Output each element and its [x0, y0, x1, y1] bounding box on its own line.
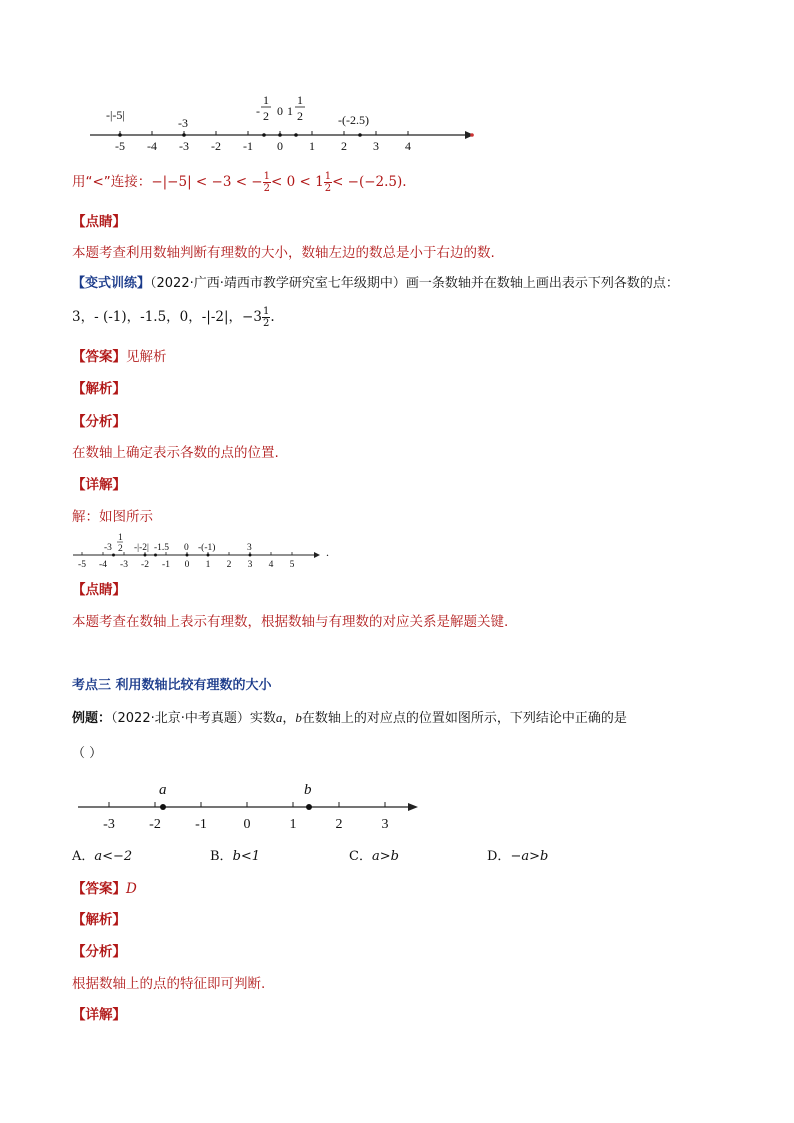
- tick-label: 5: [289, 560, 295, 570]
- tick-label: 3: [381, 817, 389, 832]
- tick-label: 1: [309, 139, 315, 153]
- point-b: [306, 804, 312, 810]
- tick-label: 4: [405, 139, 411, 153]
- tick-label: -4: [147, 139, 157, 153]
- number-line-2: [70, 530, 350, 575]
- tick-label: 3: [373, 139, 379, 153]
- point-label: 1: [263, 93, 269, 107]
- point-label: 2: [118, 544, 123, 554]
- answer-paren: （ ）: [72, 746, 103, 761]
- xiangjie-text-1: 解：如图所示: [72, 509, 153, 525]
- tick-label: -2: [211, 139, 221, 153]
- point-label: -: [256, 104, 260, 118]
- point-label: -(-2.5): [338, 113, 369, 127]
- comparison-line: 用“<”连接：−|−5| < −3 < − $\frac{1}{2}$ < 0 < 1 $\frac{1}{2}$ < −(−2.5).: [72, 171, 407, 194]
- tick-label: 0: [184, 560, 190, 570]
- tick-label: 1: [205, 560, 211, 570]
- tick-label: 1: [289, 817, 297, 832]
- tick-label: 2: [226, 560, 232, 570]
- fraction: $\frac{1}{2}$: [262, 306, 270, 329]
- period: .: [326, 545, 329, 559]
- point-label: 3: [247, 543, 252, 553]
- point-label: -|-5|: [106, 108, 125, 122]
- option-c[interactable]: C．a>b: [349, 849, 399, 864]
- point-label: 1: [287, 104, 293, 118]
- tick-label: 0: [243, 817, 251, 832]
- tick-label: -1: [243, 139, 253, 153]
- fenxi-text-1: 在数轴上确定表示各数的点的位置.: [72, 445, 279, 461]
- tick-label: -1: [195, 817, 207, 832]
- fenxi-tag-2: 【分析】: [72, 944, 126, 960]
- point-a: [160, 804, 166, 810]
- number-line-3: [70, 775, 430, 835]
- tick-label: -2: [149, 817, 161, 832]
- tick-label: -5: [78, 560, 86, 570]
- jiexi-tag-2: 【解析】: [72, 912, 126, 928]
- option-a[interactable]: A．a<−2: [72, 849, 133, 864]
- tick-label: -3: [120, 560, 128, 570]
- tick-label: -4: [99, 560, 107, 570]
- point-label-b: b: [304, 782, 312, 798]
- point-label: 2: [297, 109, 303, 123]
- point-label: -|-2|: [134, 543, 149, 553]
- tick-label: 4: [268, 560, 274, 570]
- tick-label: -2: [141, 560, 149, 570]
- point-label: -(-1): [198, 543, 216, 553]
- tick-label: 0: [277, 139, 283, 153]
- point-label: 1: [118, 533, 123, 543]
- dianjing-tag-2: 【点睛】: [72, 582, 126, 598]
- bianshi-numbers: 3，- (-1)，-1.5，0，-|-2|，−3 $\frac{1}{2}$ .: [72, 306, 275, 329]
- section-title: 考点三 利用数轴比较有理数的大小: [72, 678, 272, 693]
- xiangjie-tag-2: 【详解】: [72, 1007, 126, 1023]
- point-label: 0: [184, 543, 189, 553]
- tick-label: -5: [115, 139, 125, 153]
- tick-label: -1: [162, 560, 170, 570]
- fenxi-tag-1: 【分析】: [72, 414, 126, 430]
- option-b[interactable]: B．b<1: [210, 849, 261, 864]
- tick-label: 2: [335, 817, 343, 832]
- option-d[interactable]: D．−a>b: [487, 849, 549, 864]
- tick-label: 3: [247, 560, 253, 570]
- point-label: 0: [277, 104, 283, 118]
- tick-label: -3: [179, 139, 189, 153]
- dianjing-tag-1: 【点睛】: [72, 214, 126, 230]
- bianshi-line: 【变式训练】（2022·广西·靖西市教学研究室七年级期中）画一条数轴并在数轴上画出表示下列各数的点：: [72, 276, 679, 291]
- number-line-1: [80, 90, 480, 160]
- answer-1: 【答案】见解析: [72, 349, 167, 365]
- tick-label: -3: [103, 817, 115, 832]
- point-label-a: a: [159, 782, 167, 798]
- point-label: -3: [178, 116, 188, 130]
- dianjing-text-1: 本题考查利用数轴判断有理数的大小，数轴左边的数总是小于右边的数.: [72, 245, 495, 261]
- tick-label: 2: [341, 139, 347, 153]
- fenxi-text-2: 根据数轴上的点的特征即可判断.: [72, 976, 266, 992]
- point-label: 2: [263, 109, 269, 123]
- xiangjie-tag-1: 【详解】: [72, 477, 126, 493]
- jiexi-tag-1: 【解析】: [72, 381, 126, 397]
- point-label: -1.5: [154, 543, 170, 553]
- point-label: 1: [297, 93, 303, 107]
- answer-2: 【答案】D: [72, 881, 137, 897]
- fraction: $\frac{1}{2}$: [324, 171, 332, 194]
- point-label: -3: [104, 543, 112, 553]
- dianjing-text-2: 本题考查在数轴上表示有理数，根据数轴与有理数的对应关系是解题关键.: [72, 614, 509, 630]
- example-stem: 例题：（2022·北京·中考真题）实数a，b在数轴上的对应点的位置如图所示，下列结论中正确的是: [72, 710, 627, 726]
- fraction: $\frac{1}{2}$: [263, 171, 270, 194]
